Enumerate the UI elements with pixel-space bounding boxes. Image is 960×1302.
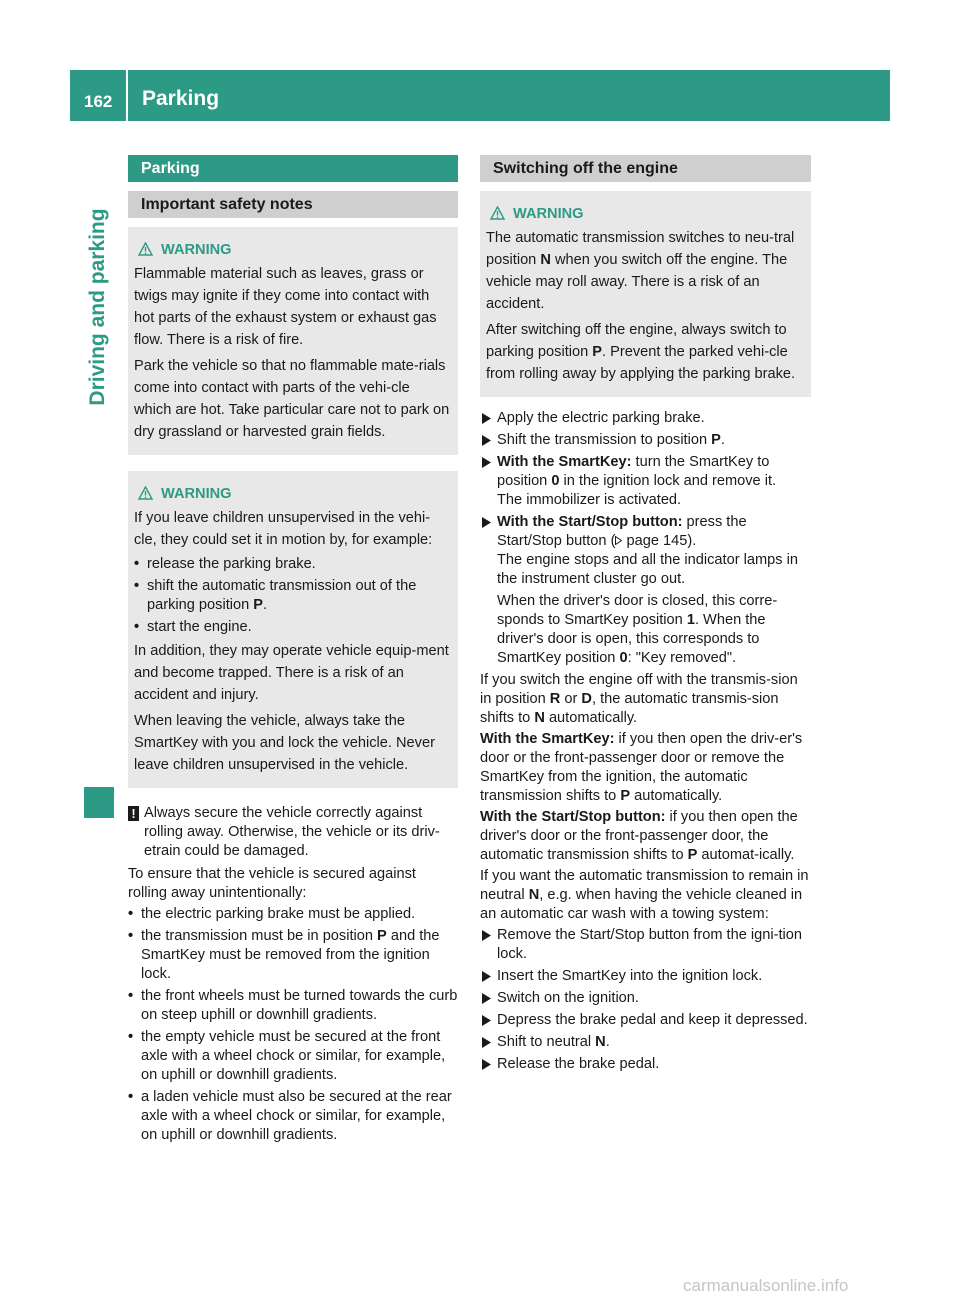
step-arrow-icon [482, 413, 491, 424]
step-item: Depress the brake pedal and keep it depressed. [480, 1011, 811, 1030]
page-number: 162 [84, 92, 113, 111]
step-arrow-icon [482, 517, 491, 528]
warning-text: When leaving the vehicle, always take the SmartKey with you and lock the vehicle. Never leave children unsupervised in the vehicle. [134, 713, 435, 773]
side-tab-label: Driving and parking [86, 208, 109, 406]
step-arrow-icon [482, 435, 491, 446]
list-item: • the empty vehicle must be secured at the front axle with a wheel chock or similar, for example, on uphill or downhill gradients. [128, 1029, 446, 1083]
left-column [128, 155, 458, 1148]
list-item: • release the parking brake. [134, 556, 316, 572]
warning-text: After switching off the engine, always switch to parking position P. Prevent the parked vehi-cle from rolling away by applying the parking brake. [486, 322, 796, 382]
warning-text: Flammable material such as leaves, grass or twigs may ignite if they come into contact with hot parts of the exhaust system or exhaust gas flow. There is a risk of fire. [134, 266, 437, 348]
step-arrow-icon [482, 1015, 491, 1026]
paragraph: If you want the automatic transmission to remain in neutral N, e.g. when having the vehicle cleaned in an automatic car wash with a towing system: [480, 868, 809, 922]
warning-triangle-icon [490, 206, 505, 220]
header-title: Parking [142, 87, 220, 110]
step-item: Apply the electric parking brake. [480, 409, 811, 428]
paragraph: With the SmartKey: if you then open the driv-er's door or the front-passenger door or remove the SmartKey from the ignition, the automatic transmission shifts to P automatically. [480, 731, 803, 804]
footer-watermark: carmanualsonline.info [683, 1276, 849, 1295]
warning-box-children [128, 471, 458, 788]
subsection-heading-safety: Important safety notes [128, 191, 458, 218]
bullet-dot-icon: • [134, 578, 140, 594]
warning-text: The automatic transmission switches to neu-tral position N when you switch off the engine. The vehicle may roll away. There is a risk of an accident. [486, 230, 795, 312]
warning-title: WARNING [134, 239, 451, 261]
header-divider [126, 70, 128, 121]
warning-text: If you leave children unsupervised in the vehi-cle, they could set it in motion by, for example: [134, 510, 433, 548]
step-item: Switch on the ignition. [480, 989, 811, 1008]
warning-text: In addition, they may operate vehicle equip-ment and become trapped. There is a risk of an accident and injury. [134, 643, 449, 703]
step-arrow-icon [482, 1037, 491, 1048]
step-item: Shift the transmission to position P. [480, 431, 811, 450]
list-item: • the front wheels must be turned towards the curb on steep uphill or downhill gradients. [128, 988, 458, 1023]
step-arrow-icon [482, 1059, 491, 1070]
paragraph: With the Start/Stop button: if you then open the driver's door or the front-passenger door, the automatic transmission shifts to P automat-ically. [480, 809, 798, 863]
list-item: • shift the automatic transmission out of the parking position P. [134, 578, 417, 613]
step-item: Shift to neutral N. [480, 1033, 811, 1052]
list-item: • start the engine. [134, 619, 252, 635]
step-item: Insert the SmartKey into the ignition lock. [480, 967, 811, 986]
right-column [480, 155, 811, 1077]
bullet-dot-icon: • [128, 1089, 134, 1105]
bullet-dot-icon: • [128, 988, 134, 1004]
step-arrow-icon [482, 971, 491, 982]
bullet-dot-icon: • [134, 556, 140, 572]
side-tab-marker [84, 787, 114, 818]
warning-triangle-icon [138, 486, 153, 500]
step-arrow-icon [482, 993, 491, 1004]
step-item: With the Start/Stop button: press the Start/Stop button ( page 145). The engine stops and all the indicator lamps in the instrument cluster go out. When the driver's door is closed, this corre-sponds to SmartKey position 1. When the driver's door is open, this corresponds to SmartKey position 0: "Key removed". [480, 513, 811, 668]
side-tab [70, 121, 126, 1206]
exclamation-icon: ! [128, 806, 139, 821]
step-item: With the SmartKey: turn the SmartKey to position 0 in the ignition lock and remove it. The immobilizer is activated. [480, 453, 811, 510]
warning-text: Park the vehicle so that no flammable mate-rials come into contact with parts of the vehi-cle which are hot. Take particular care not to park on dry grassland or harvested grain fields. [134, 358, 450, 440]
bullet-dot-icon: • [128, 928, 134, 944]
section-heading-switching-off: Switching off the engine [480, 155, 811, 182]
bullet-dot-icon: • [134, 619, 140, 635]
step-item: Release the brake pedal. [480, 1055, 811, 1074]
warning-triangle-icon [138, 242, 153, 256]
page-reference[interactable]: page 145 [626, 533, 688, 549]
warning-box-fire [128, 227, 458, 455]
paragraph: If you switch the engine off with the transmis-sion in position R or D, the automatic transmis-sion shifts to N automatically. [480, 672, 798, 726]
paragraph: To ensure that the vehicle is secured against rolling away unintentionally: [128, 866, 416, 901]
page-header [70, 70, 890, 121]
note-damage: ! Always secure the vehicle correctly against rolling away. Otherwise, the vehicle or its driv-etrain could be damaged. [128, 804, 458, 861]
list-item: • a laden vehicle must also be secured at the rear axle with a wheel chock or similar, for example, on uphill or downhill gradients. [128, 1089, 452, 1143]
list-item: • the transmission must be in position P and the SmartKey must be removed from the ignition lock. [128, 928, 440, 982]
step-arrow-icon [482, 457, 491, 468]
bullet-dot-icon: • [128, 1029, 134, 1045]
bullet-dot-icon: • [128, 906, 134, 922]
warning-box-roll-away [480, 191, 811, 397]
warning-title: WARNING [134, 483, 451, 505]
page-ref-triangle-icon [615, 536, 622, 545]
warning-title: WARNING [486, 203, 804, 225]
section-heading-parking: Parking [128, 155, 458, 182]
list-item: • the electric parking brake must be applied. [128, 906, 416, 922]
step-arrow-icon [482, 930, 491, 941]
step-item: Remove the Start/Stop button from the igni-tion lock. [480, 926, 811, 964]
